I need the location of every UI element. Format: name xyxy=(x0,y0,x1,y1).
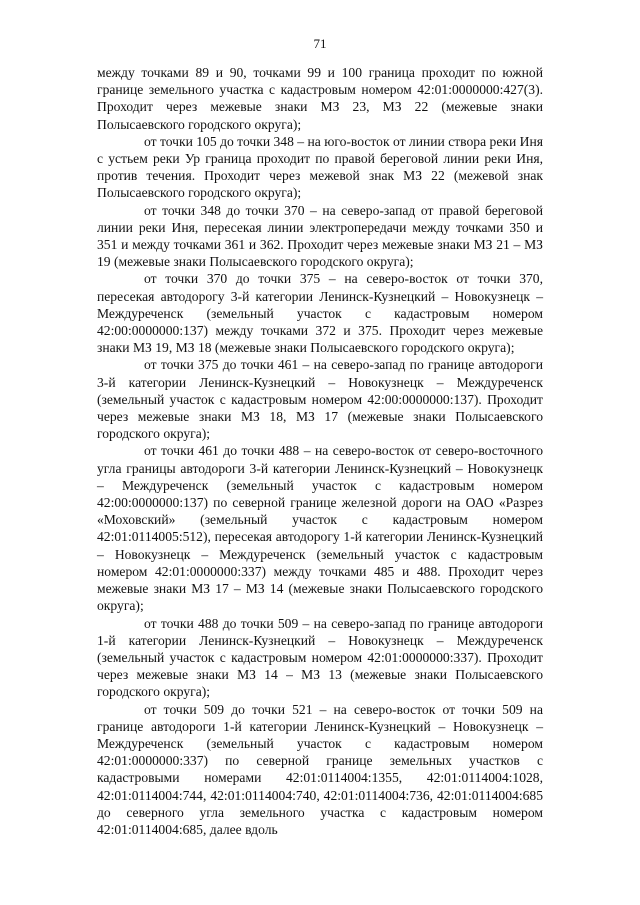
paragraph: от точки 488 до точки 509 – на северо-запад по границе автодороги 1-й категории Ленинск-Кузнецкий – Новокузнецк – Междуреченск (земельный участок с кадастровым номером 42:01:0000000:337). Проходит через межевые знаки МЗ 14 – МЗ 13 (межевые знаки Полысаевского городского округа); xyxy=(97,615,543,700)
paragraph: от точки 348 до точки 370 – на северо-запад от правой береговой линии реки Иня, пересекая линии электропередачи между точками 350 и 351 и между точками 361 и 362. Проходит через межевые знаки МЗ 21 – МЗ 19 (межевые знаки Полысаевского городского округа); xyxy=(97,202,543,270)
paragraph: от точки 105 до точки 348 – на юго-восток от линии створа реки Иня с устьем реки Ур граница проходит по правой береговой линии реки Иня, против течения. Проходит через межевой знак МЗ 22 (межевой знак Полысаевского городского округа); xyxy=(97,133,543,201)
paragraph: от точки 461 до точки 488 – на северо-восток от северо-восточного угла границы автодороги 3-й категории Ленинск-Кузнецкий – Новокузнецк – Междуреченск (земельный участок с кадастровым номером 42:00:0000000:137) по северной границе железной дороги на ОАО «Разрез «Моховский» (земельный участок с кадастровым номером 42:01:0114005:512), пересекая автодорогу 1-й категории Ленинск-Кузнецкий – Новокузнецк – Междуреченск (земельный участок с кадастровым номером 42:01:0000000:337) между точками 485 и 488. Проходит через межевые знаки МЗ 17 – МЗ 14 (межевые знаки Полысаевского городского округа); xyxy=(97,443,543,614)
paragraph-continuation: между точками 89 и 90, точками 99 и 100 граница проходит по южной границе земельного участка с кадастровым номером 42:01:0000000:427(3). Проходит через межевые знаки МЗ 23, МЗ 22 (межевые знаки Полысаевского городского округа); xyxy=(97,65,543,132)
paragraph: от точки 375 до точки 461 – на северо-запад по границе автодороги 3-й категории Ленинск-Кузнецкий – Новокузнецк – Междуреченск (земельный участок с кадастровым номером 42:00:0000000:137). Проходит через межевые знаки МЗ 18, МЗ 17 (межевые знаки Полысаевского городского округа); xyxy=(97,357,543,442)
paragraph: от точки 509 до точки 521 – на северо-восток от точки 509 на границе автодороги 1-й категории Ленинск-Кузнецкий – Новокузнецк – Междуреченск (земельный участок с кадастровым номером 42:01:0000000:337) по северной границе земельных участков с кадастровыми номерами 42:01:0114004:1355, 42:01:0114004:1028, 42:01:0114004:744, 42:01:0114004:740, 42:01:0114004:736, 42:01:0114004:685 до северного угла земельного участка с кадастровым номером 42:01:0114004:685, далее вдоль xyxy=(97,701,543,837)
document-body xyxy=(97,64,543,838)
paragraph: от точки 370 до точки 375 – на северо-восток от точки 370, пересекая автодорогу 3-й категории Ленинск-Кузнецкий – Новокузнецк – Междуреченск (земельный участок с кадастровым номером 42:00:0000000:137) между точками 372 и 375. Проходит через межевые знаки МЗ 19, МЗ 18 (межевые знаки Полысаевского городского округа); xyxy=(97,271,543,356)
page-number: 71 xyxy=(313,36,327,51)
